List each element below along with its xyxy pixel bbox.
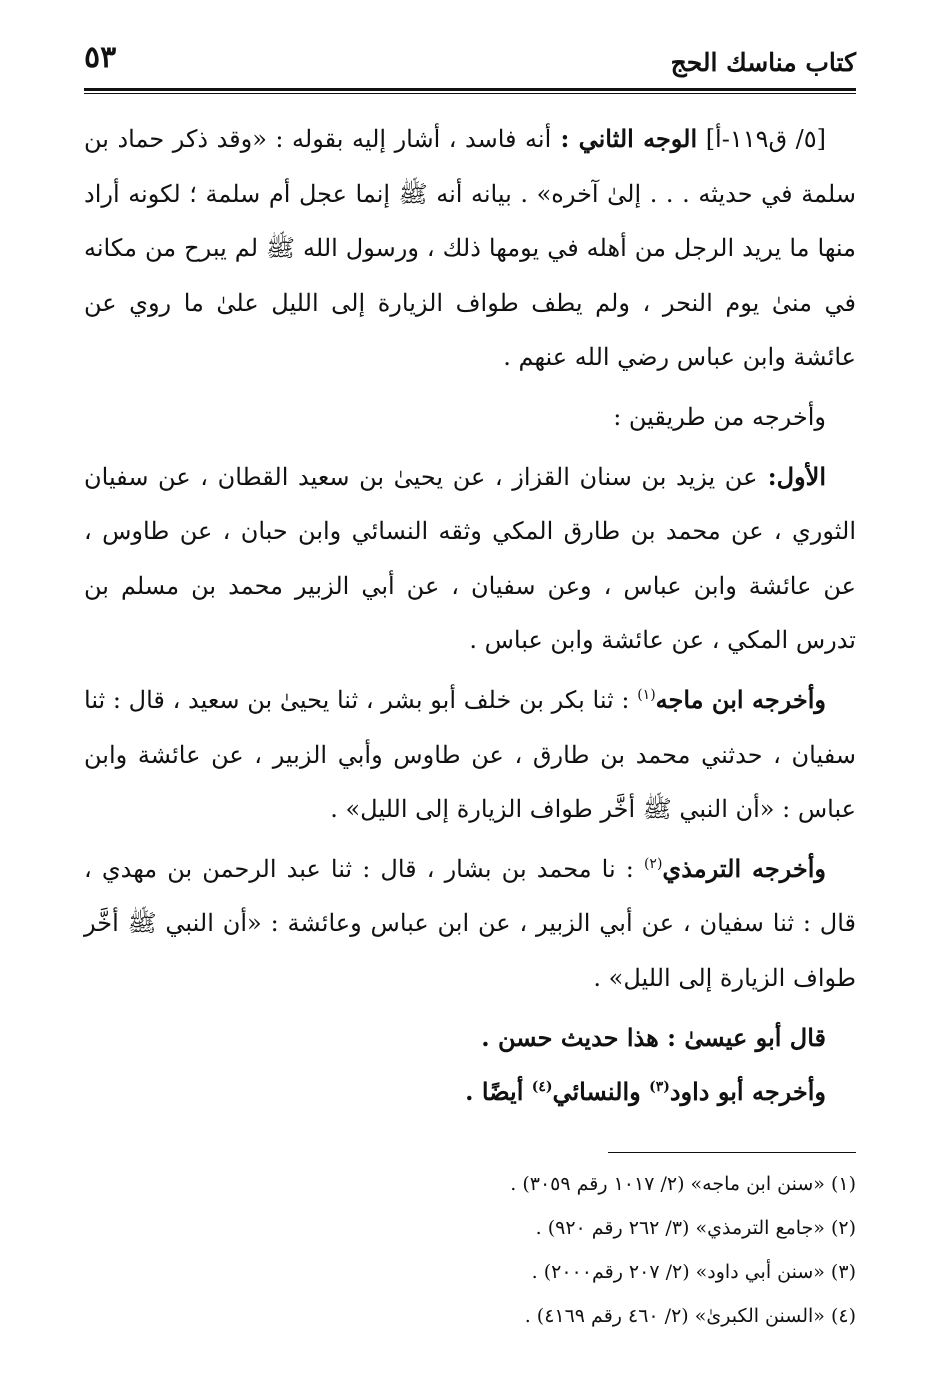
paragraph-text: أنه فاسد ، أشار إليه بقوله : «وقد ذكر حماد بن سلمة في حديثه . . . إلىٰ آخره» . بيانه أنه ﷺ إنما عجل أم سلمة ؛ لكونه أراد منها ما يريد الرجل من أهله في يومها ذلك ، ورسول الله ﷺ لم يبرح من مكانه في منىٰ يوم النحر ، ولم يطف طواف الزيارة إلى الليل علىٰ ما روي عن عائشة وابن عباس رضي الله عنهم . (84, 125, 856, 372)
paragraph-text: : نا محمد بن بشار ، قال : ثنا عبد الرحمن بن مهدي ، قال : ثنا سفيان ، عن أبي الزبير ، عن ابن عباس وعائشة : «أن النبي ﷺ أخَّر طواف الزيارة إلى الليل» . (84, 854, 857, 992)
paragraph-lead: وأخرجه ابن ماجه (655, 684, 826, 714)
manuscript-ref: [٥/ ق١١٩-أ] (697, 125, 827, 153)
footnote-marker[interactable]: (٤) (531, 1079, 553, 1096)
paragraph-6 (84, 1011, 856, 1066)
footnotes (84, 1162, 856, 1338)
footnote-3: (٣) «سنن أبي داود» (٢/ ٢٠٧ رقم٢٠٠٠) . (531, 1261, 856, 1283)
page-number: ٥٣ (84, 40, 117, 75)
paragraph-text: أيضًا . (465, 1077, 532, 1107)
footnote-1: (١) «سنن ابن ماجه» (٢/ ١٠١٧ رقم ٣٠٥٩) . (510, 1173, 856, 1195)
paragraph-text: عن يزيد بن سنان القزاز ، عن يحيىٰ بن سعيد القطان ، عن سفيان الثوري ، عن محمد بن طارق المكي وثقه النسائي وابن حبان ، عن طاوس ، عن عائشة وابن عباس ، وعن سفيان ، عن أبي الزبير محمد بن مسلم بن تدرس المكي ، عن عائشة وابن عباس . (84, 462, 856, 655)
page-header (84, 30, 856, 90)
header-rule-thick (84, 88, 856, 91)
footnote-separator (608, 1152, 856, 1153)
paragraph-text: قال أبو عيسىٰ : هذا حديث حسن . (481, 1022, 826, 1052)
header-rule-thin (84, 93, 856, 94)
footnote-marker[interactable]: (٣) (649, 1079, 670, 1096)
running-title: كتاب مناسك الحج (670, 48, 856, 77)
paragraph-text: وأخرجه من طريقين : (613, 402, 826, 431)
paragraph-3 (84, 450, 856, 668)
paragraph-2 (84, 390, 856, 445)
footnote-2: (٢) «جامع الترمذي» (٣/ ٢٦٢ رقم ٩٢٠) . (535, 1217, 856, 1239)
footnote-marker[interactable]: (١) (637, 686, 656, 703)
paragraph-lead: الأول: (757, 461, 826, 491)
paragraph-1 (84, 112, 856, 385)
main-text (84, 112, 856, 1120)
footnote-4: (٤) «السنن الكبرىٰ» (٢/ ٤٦٠ رقم ٤١٦٩) . (524, 1305, 856, 1327)
book-page (84, 30, 856, 1350)
footnote-marker[interactable]: (٢) (643, 855, 663, 872)
paragraph-4 (84, 673, 856, 837)
paragraph-text: : ثنا بكر بن خلف أبو بشر ، ثنا يحيىٰ بن سعيد ، قال : ثنا سفيان ، حدثني محمد بن طارق ، عن طاوس وأبي الزبير ، عن عائشة وابن عباس : «أن النبي ﷺ أخَّر طواف الزيارة إلى الليل» . (84, 685, 856, 824)
paragraph-lead: وأخرجه الترمذي (662, 853, 826, 883)
paragraph-text: وأخرجه أبو داود (669, 1077, 826, 1107)
paragraph-lead: الوجه الثاني : (551, 124, 698, 153)
paragraph-7 (84, 1065, 856, 1120)
paragraph-5 (84, 842, 856, 1006)
paragraph-text: والنسائي (552, 1077, 650, 1107)
